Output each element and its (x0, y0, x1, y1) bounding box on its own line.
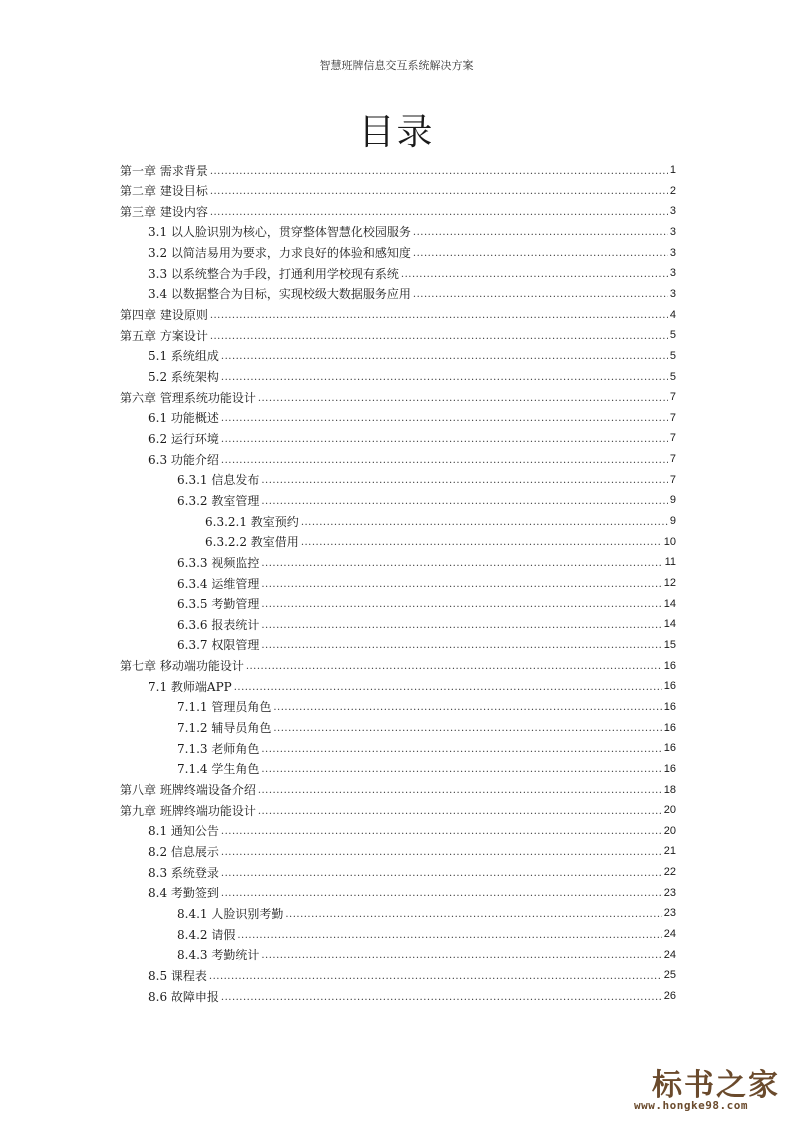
toc-leader-dots (221, 455, 668, 466)
toc-entry-page: 24 (663, 948, 676, 961)
toc-leader-dots (210, 207, 668, 218)
toc-entry-label: 第五章 方案设计 (120, 328, 208, 343)
toc-entry[interactable] (0, 552, 793, 572)
toc-entry-label: 6.2 运行环境 (148, 431, 219, 446)
toc-leader-dots (221, 868, 662, 879)
toc-entry-label: 7.1.4 学生角色 (177, 762, 260, 777)
toc-entry-page: 24 (663, 928, 676, 941)
toc-entry[interactable] (0, 160, 793, 180)
toc-leader-dots (210, 166, 668, 177)
toc-leader-dots (261, 764, 661, 775)
watermark-logo (622, 1058, 782, 1118)
toc-leader-dots (301, 517, 668, 528)
toc-entry-page: 4 (669, 308, 676, 321)
toc-entry-page: 3 (669, 225, 676, 238)
toc-entry[interactable] (0, 924, 793, 944)
toc-entry[interactable] (0, 325, 793, 345)
toc-entry-label: 8.4 考勤签到 (148, 886, 219, 901)
toc-entry-label: 6.1 功能概述 (148, 411, 219, 426)
toc-entry-label: 5.2 系统架构 (148, 370, 219, 384)
toc-leader-dots (221, 351, 668, 362)
toc-leader-dots (221, 826, 662, 837)
toc-leader-dots (210, 310, 668, 321)
toc-entry-label: 6.3.2 教室管理 (177, 493, 260, 508)
toc-leader-dots (258, 785, 662, 796)
toc-entry-page: 25 (663, 969, 676, 982)
toc-entry[interactable] (0, 490, 793, 510)
toc-entry-page: 7 (669, 453, 676, 466)
toc-entry[interactable] (0, 614, 793, 634)
toc-leader-dots (285, 909, 661, 920)
toc-leader-dots (413, 248, 668, 259)
toc-entry-page: 16 (663, 700, 676, 713)
toc-entry[interactable] (0, 263, 793, 283)
watermark-brand: 标书之家 (652, 1068, 780, 1103)
toc-entry-page: 26 (663, 990, 676, 1002)
toc-leader-dots (261, 950, 661, 961)
toc-entry[interactable] (0, 181, 793, 201)
toc-entry-page: 20 (663, 824, 676, 837)
toc-leader-dots (209, 971, 662, 982)
toc-entry-page: 7 (669, 391, 676, 404)
toc-entry[interactable] (0, 656, 793, 676)
toc-entry[interactable] (0, 986, 793, 1006)
toc-entry[interactable] (0, 862, 793, 882)
toc-entry-page: 3 (669, 287, 676, 300)
toc-leader-dots (221, 372, 668, 383)
toc-entry[interactable] (0, 305, 793, 325)
toc-entry-page: 3 (669, 246, 676, 259)
toc-entry-page: 23 (663, 907, 676, 920)
toc-entry[interactable] (0, 759, 793, 779)
toc-entry-label: 8.5 课程表 (148, 968, 207, 983)
toc-entry-page: 1 (669, 164, 676, 176)
toc-entry-label: 第七章 移动端功能设计 (120, 659, 244, 674)
toc-entry-page: 9 (669, 515, 676, 528)
toc-entry[interactable] (0, 903, 793, 923)
toc-entry-label: 第三章 建设内容 (120, 204, 208, 219)
toc-entry-label: 第六章 管理系统功能设计 (120, 390, 256, 405)
toc-entry[interactable] (0, 449, 793, 469)
toc-entry[interactable] (0, 428, 793, 448)
toc-leader-dots (273, 702, 661, 713)
toc-entry[interactable] (0, 676, 793, 696)
toc-leader-dots (261, 579, 661, 590)
toc-leader-dots (221, 992, 662, 1003)
toc-entry-label: 3.2 以简洁易用为要求，力求良好的体验和感知度 (148, 246, 411, 261)
toc-entry-page: 5 (669, 349, 676, 362)
toc-entry-page: 16 (663, 659, 676, 672)
toc-entry[interactable] (0, 821, 793, 841)
toc-entry-label: 8.6 故障申报 (148, 989, 219, 1004)
toc-entry-page: 9 (669, 494, 676, 507)
toc-leader-dots (273, 723, 661, 734)
toc-entry-label: 6.3.3 视频监控 (177, 555, 260, 570)
toc-leader-dots (234, 682, 662, 693)
toc-entry[interactable] (0, 222, 793, 242)
toc-leader-dots (261, 496, 668, 507)
toc-entry[interactable] (0, 201, 793, 221)
toc-entry-label: 7.1.3 老师角色 (177, 741, 260, 756)
toc-entry-label: 第九章 班牌终端功能设计 (120, 803, 256, 818)
toc-entry-label: 3.1 以人脸识别为核心，贯穿整体智慧化校园服务 (148, 225, 411, 240)
toc-entry[interactable] (0, 573, 793, 593)
toc-entry-page: 7 (669, 432, 676, 445)
toc-entry[interactable] (0, 635, 793, 655)
page-title: 目录 (358, 112, 435, 153)
toc-entry-label: 8.1 通知公告 (148, 824, 219, 839)
toc-entry-label: 8.2 信息展示 (148, 844, 219, 859)
toc-leader-dots (246, 661, 662, 672)
toc-entry[interactable] (0, 718, 793, 738)
toc-entry-page: 7 (669, 473, 676, 486)
toc-entry-label: 第二章 建设目标 (120, 184, 208, 199)
toc-leader-dots (301, 537, 662, 548)
toc-leader-dots (261, 475, 668, 486)
toc-leader-dots (261, 744, 661, 755)
toc-entry-label: 6.3.5 考勤管理 (177, 597, 260, 612)
toc-leader-dots (261, 599, 661, 610)
toc-entry-page: 5 (669, 370, 676, 383)
toc-entry-label: 6.3.6 报表统计 (177, 617, 260, 632)
toc-entry[interactable] (0, 408, 793, 428)
toc-entry-label: 8.3 系统登录 (148, 865, 219, 880)
running-header: 智慧班牌信息交互系统解决方案 (319, 59, 474, 72)
toc-leader-dots (237, 930, 661, 941)
toc-leader-dots (221, 847, 662, 858)
toc-leader-dots (210, 186, 668, 197)
toc-entry-page: 15 (663, 638, 676, 651)
toc-entry-page: 23 (663, 886, 676, 899)
toc-entry[interactable] (0, 780, 793, 800)
toc-leader-dots (258, 806, 662, 817)
toc-entry[interactable] (0, 738, 793, 758)
toc-entry-page: 16 (663, 742, 676, 755)
toc-entry-page: 14 (663, 597, 676, 610)
toc-entry-page: 16 (663, 762, 676, 775)
toc-entry-page: 16 (663, 721, 676, 734)
toc-entry[interactable] (0, 532, 793, 552)
toc-entry[interactable] (0, 883, 793, 903)
toc-entry-page: 14 (663, 618, 676, 631)
toc-leader-dots (221, 434, 668, 445)
toc-entry[interactable] (0, 965, 793, 985)
toc-entry-label: 第四章 建设原则 (120, 308, 208, 323)
toc-entry-label: 8.4.1 人脸识别考勤 (177, 906, 284, 921)
toc-entry-label: 第一章 需求背景 (120, 163, 208, 178)
toc-entry-page: 3 (669, 205, 676, 218)
toc-entry[interactable] (0, 243, 793, 263)
toc-entry[interactable] (0, 841, 793, 861)
toc-entry-label: 6.3.4 运维管理 (177, 576, 260, 591)
toc-entry-label: 7.1.2 辅导员角色 (177, 721, 272, 736)
toc-entry-page: 22 (663, 866, 676, 879)
toc-entry-label: 6.3.1 信息发布 (177, 473, 260, 488)
toc-entry-page: 11 (664, 556, 676, 569)
toc-entry-page: 2 (669, 184, 676, 197)
toc-entry-page: 21 (663, 845, 676, 858)
toc-entry[interactable] (0, 800, 793, 820)
toc-entry-page: 20 (663, 804, 676, 817)
toc-entry-label: 6.3.7 权限管理 (177, 638, 260, 653)
toc-entry-page: 10 (663, 535, 676, 548)
toc-entry-label: 7.1 教师端APP (148, 679, 232, 694)
toc-leader-dots (401, 269, 668, 280)
toc-entry[interactable] (0, 594, 793, 614)
toc-entry-label: 6.3.2.2 教室借用 (205, 535, 299, 550)
toc-leader-dots (210, 331, 668, 342)
toc-leader-dots (261, 620, 661, 631)
toc-entry-label: 6.3 功能介绍 (148, 452, 219, 467)
toc-entry[interactable] (0, 945, 793, 965)
toc-leader-dots (261, 640, 661, 651)
toc-leader-dots (413, 289, 668, 300)
toc-entry-page: 12 (663, 577, 676, 589)
toc-entry-page: 7 (669, 411, 676, 424)
watermark-url: www.hongke98.com (634, 1099, 748, 1112)
toc-entry[interactable] (0, 387, 793, 407)
toc-leader-dots (413, 227, 668, 238)
toc-entry-page: 3 (669, 267, 676, 280)
toc-entry-page: 18 (663, 783, 676, 796)
toc-entry-page: 16 (663, 680, 676, 693)
toc-entry-page: 5 (669, 329, 676, 342)
toc-entry[interactable] (0, 346, 793, 366)
toc-entry-label: 8.4.2 请假 (177, 927, 236, 942)
toc-entry-label: 3.3 以系统整合为手段，打通利用学校现有系统 (148, 266, 399, 281)
toc-entry-label: 3.4 以数据整合为目标，实现校级大数据服务应用 (148, 287, 411, 302)
toc-entry[interactable] (0, 697, 793, 717)
toc-leader-dots (258, 393, 668, 404)
toc-leader-dots (221, 413, 668, 424)
toc-leader-dots (221, 888, 662, 899)
toc-entry[interactable] (0, 284, 793, 304)
toc-entry-label: 8.4.3 考勤统计 (177, 948, 260, 963)
toc-entry[interactable] (0, 470, 793, 490)
toc-entry-label: 第八章 班牌终端设备介绍 (120, 783, 256, 797)
toc-entry-label: 7.1.1 管理员角色 (177, 700, 272, 715)
toc-entry-label: 6.3.2.1 教室预约 (205, 514, 299, 529)
toc-entry-label: 5.1 系统组成 (148, 349, 219, 364)
toc-entry[interactable] (0, 367, 793, 387)
toc-leader-dots (261, 558, 662, 569)
toc-entry[interactable] (0, 511, 793, 531)
